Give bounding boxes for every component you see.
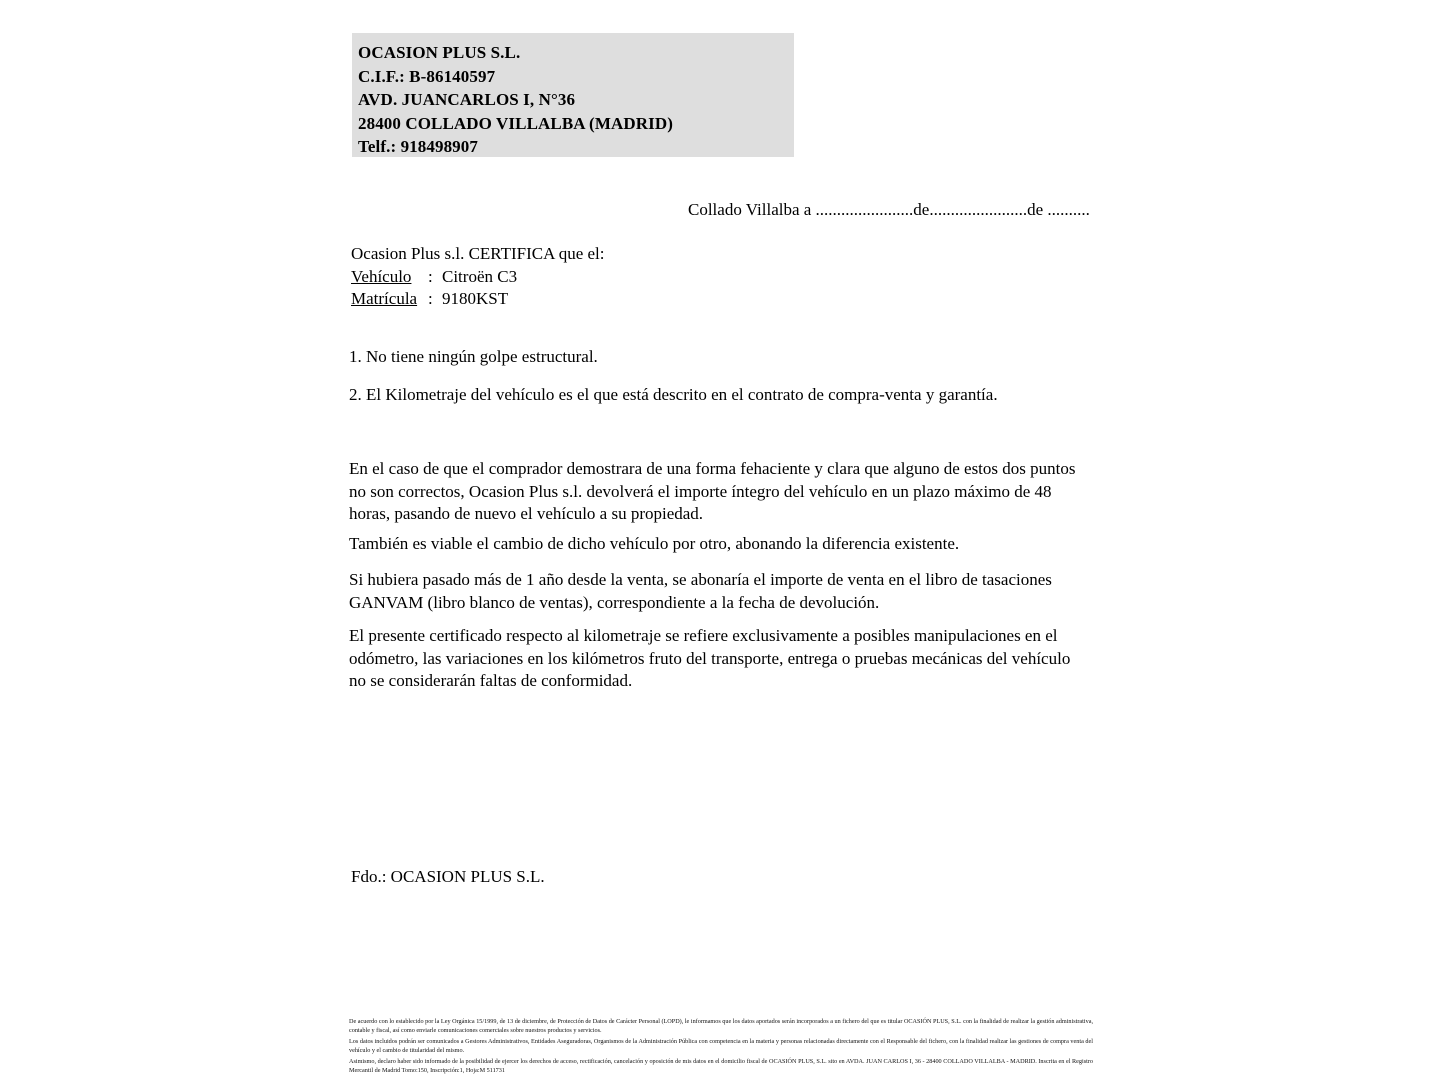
plate-row: [351, 289, 508, 309]
legal-paragraph-3: Asimismo, declaro haber sido informado de la posibilidad de ejercer los derechos de acceso, rectificación, cancelación y oposición de mis datos en el domicilio fiscal de OCASIÓN PLUS, S.L. sito en AVDA. JUAN CARLOS I, 36 - 28400 COLLADO VILLALBA - MADRID. Inscrita en el Registro Mercantil de Madrid Tomo:150, Inscripción:1, Hoja:M 511731: [349, 1058, 1093, 1074]
vehicle-value: Citroën C3: [442, 267, 518, 286]
company-name: OCASION PLUS S.L.: [358, 43, 521, 62]
paragraph-odometer: El presente certificado respecto al kilometraje se refiere exclusivamente a posibles manipulaciones en el odómetro, las variaciones en los kilómetros fruto del transporte, entrega o pruebas mecánicas del vehículo no se considerarán faltas de conformidad.: [349, 626, 1071, 690]
company-header-box: [352, 33, 794, 157]
certifica-line: Ocasion Plus s.l. CERTIFICA que el:: [351, 244, 605, 263]
paragraph-one-year: Si hubiera pasado más de 1 año desde la venta, se abonaría el importe de venta en el libro de tasaciones GANVAM (libro blanco de ventas), correspondiente a la fecha de devolución.: [349, 570, 1052, 612]
legal-paragraph-2: Los datos incluidos podrán ser comunicados a Gestores Administrativos, Entidades Aseguradoras, Organismos de la Administración Pública con competencia en la materia y personas relacionadas directamente con el Responsable del fichero, con la finalidad realizar las gestiones de compra venta del vehículo y el cambio de titularidad del mismo.: [349, 1038, 1093, 1054]
point-one: 1. No tiene ningún golpe estructural.: [349, 347, 598, 366]
plate-separator: :: [428, 289, 433, 308]
company-cif: C.I.F.: B-86140597: [358, 66, 496, 86]
company-city: 28400 COLLADO VILLALBA (MADRID): [358, 113, 673, 133]
company-address: AVD. JUANCARLOS I, N°36: [358, 90, 576, 109]
company-phone: Telf.: 918498907: [358, 137, 478, 156]
vehicle-separator: :: [428, 267, 433, 286]
vehicle-row: [351, 267, 517, 287]
date-line: Collado Villalba a .......................de.......................de ..........: [688, 200, 1090, 219]
signature-line: Fdo.: OCASION PLUS S.L.: [351, 867, 545, 886]
plate-value: 9180KST: [442, 289, 509, 308]
paragraph-exchange: También es viable el cambio de dicho vehículo por otro, abonando la diferencia existente.: [349, 534, 960, 553]
vehicle-label: Vehículo: [351, 267, 412, 286]
paragraph-refund: En el caso de que el comprador demostrara de una forma fehaciente y clara que alguno de estos dos puntos no son correctos, Ocasion Plus s.l. devolverá el importe íntegro del vehículo en un plazo máximo de 48 horas, pasando de nuevo el vehículo a su propiedad.: [349, 459, 1076, 523]
point-two: 2. El Kilometraje del vehículo es el que está descrito en el contrato de compra-venta y garantía.: [349, 385, 998, 404]
legal-paragraph-1: De acuerdo con lo establecido por la Ley Orgánica 15/1999, de 13 de diciembre, de Protección de Datos de Carácter Personal (LOPD), le informamos que los datos aportados serán incorporados a un fichero del que es titular OCASIÓN PLUS, S.L. con la finalidad de realizar la gestión administrativa, contable y fiscal, así como enviarle comunicaciones comerciales sobre nuestros productos y servicios.: [349, 1018, 1093, 1034]
plate-label: Matrícula: [351, 289, 418, 308]
legal-notice: [349, 1018, 1093, 1076]
